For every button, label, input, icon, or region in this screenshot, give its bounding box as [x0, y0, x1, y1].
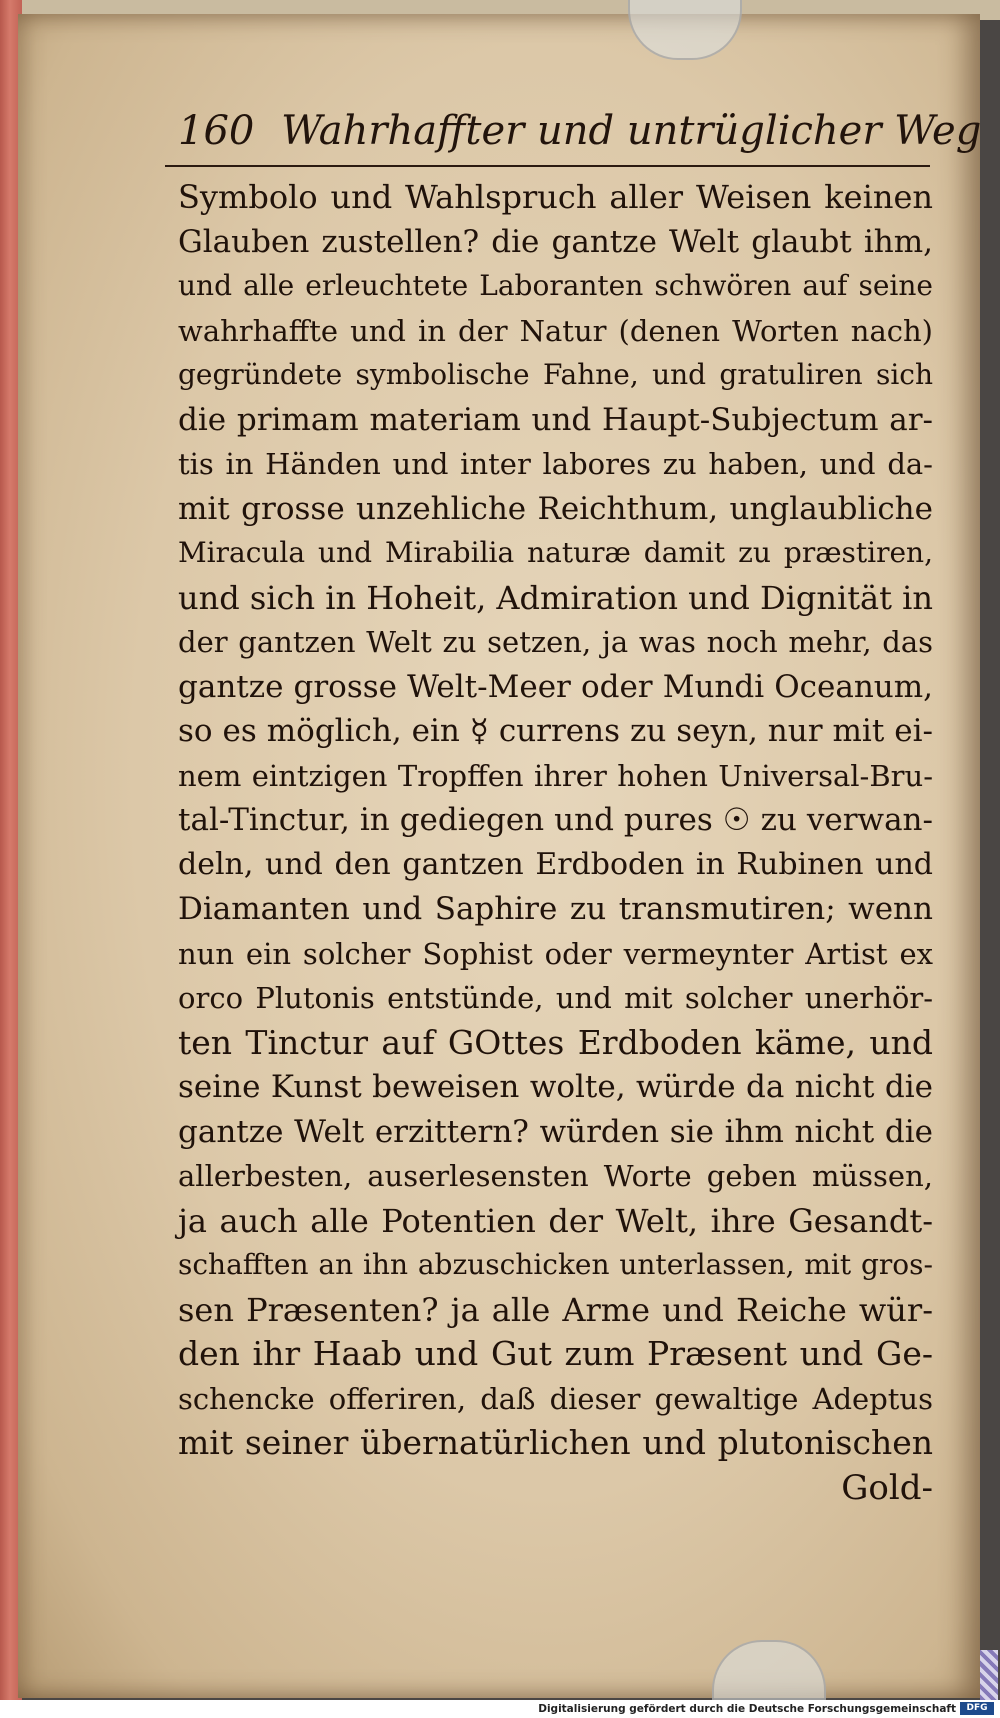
text-line: und alle erleuchtete Laboranten schwören auf seine — [178, 269, 933, 302]
text-line: schafften an ihn abzuschicken unterlassen, mit gros- — [178, 1248, 933, 1281]
text-line: allerbesten, auserlesensten Worte geben müssen, — [178, 1159, 933, 1193]
text-line: ten Tinctur auf GOttes Erdboden käme, und — [178, 1022, 933, 1062]
footer-bar — [0, 1700, 1000, 1718]
text-line: sen Præsenten? ja alle Arme und Reiche wür- — [178, 1290, 933, 1329]
text-line: mit grosse unzehliche Reichthum, unglaubliche — [178, 490, 933, 527]
text-line: so es möglich, ein ☿ currens zu seyn, nur mit ei- — [178, 713, 933, 749]
header-rule — [165, 165, 930, 167]
text-line: die primam materiam und Haupt-Subjectum ar- — [178, 401, 933, 438]
text-line: der gantzen Welt zu setzen, ja was noch mehr, das — [178, 625, 933, 659]
text-line: tis in Händen und inter labores zu haben, und da- — [178, 447, 933, 481]
text-line: wahrhaffte und in der Natur (denen Worten nach) — [178, 313, 933, 348]
text-line: gantze grosse Welt-Meer oder Mundi Oceanum, — [178, 668, 933, 705]
page-number: 160 — [178, 108, 255, 154]
text-line: orco Plutonis entstünde, und mit solcher unerhör- — [178, 981, 933, 1015]
text-line: schencke offeriren, daß dieser gewaltige Adeptus — [178, 1381, 933, 1416]
text-line: Glauben zustellen? die gantze Welt glaubt ihm, — [178, 223, 933, 260]
body-text — [178, 175, 933, 1510]
funding-credit: Digitalisierung gefördert durch die Deutsche Forschungsgemeinschaft — [538, 1703, 956, 1715]
text-line: mit seiner übernatürlichen und plutonischen — [178, 1423, 933, 1462]
text-line: ja auch alle Potentien der Welt, ihre Gesandt- — [178, 1201, 933, 1240]
page-header — [178, 108, 982, 158]
text-line: seine Kunst beweisen wolte, würde da nicht die — [178, 1069, 933, 1105]
catchword: Gold- — [841, 1467, 933, 1508]
text-line: und sich in Hoheit, Admiration und Dignität in — [178, 578, 933, 617]
text-line: tal-Tinctur, in gediegen und pures ☉ zu verwan- — [178, 802, 933, 838]
text-line: Miracula und Mirabilia naturæ damit zu præstiren, — [178, 536, 933, 569]
text-line: Diamanten und Saphire zu transmutiren; wenn — [178, 891, 933, 927]
text-line: deln, und den gantzen Erdboden in Rubinen und — [178, 846, 933, 882]
bookmark-ribbon — [980, 1650, 998, 1700]
text-line: nem eintzigen Tropffen ihrer hohen Universal-Bru- — [178, 758, 933, 793]
text-line: nun ein solcher Sophist oder vermeynter Artist ex — [178, 936, 933, 971]
running-title: Wahrhaffter und untrüglicher Weg — [281, 108, 982, 154]
dfg-logo: DFG — [960, 1702, 994, 1715]
text-line: den ihr Haab und Gut zum Præsent und Ge- — [178, 1334, 933, 1373]
text-line: gantze Welt erzittern? würden sie ihm nicht die — [178, 1113, 933, 1150]
text-line: Symbolo und Wahlspruch aller Weisen keinen — [178, 178, 933, 216]
text-line: gegründete symbolische Fahne, und gratuliren sich — [178, 358, 933, 391]
